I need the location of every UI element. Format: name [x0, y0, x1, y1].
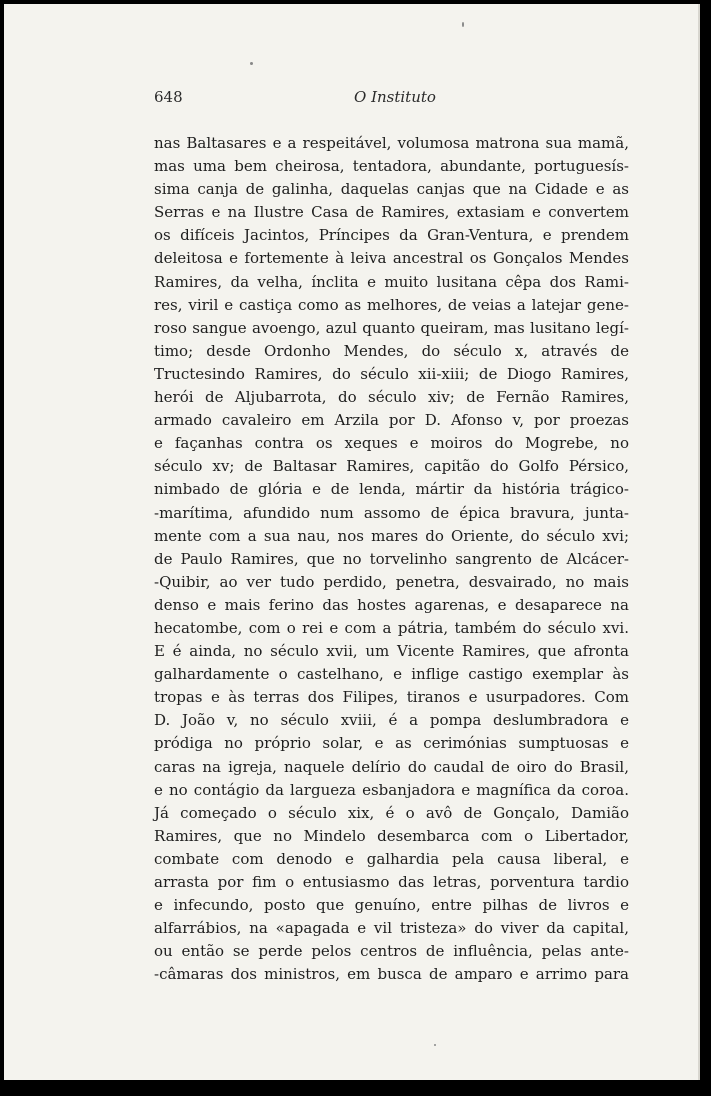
text-line: Ramires, que no Mindelo desembarca com o Libertador,	[154, 826, 629, 845]
text-line: os difíceis Jacintos, Príncipes da Gran-Ventura, e prendem	[154, 226, 629, 245]
page-header	[154, 88, 612, 110]
text-line: Ramires, da velha, ínclita e muito lusitana cêpa dos Rami-	[154, 272, 629, 291]
text-line: Tructesindo Ramires, do século xii-xiii; de Diogo Ramires,	[154, 364, 629, 383]
paper-speck	[434, 1044, 436, 1046]
text-line: e no contágio da largueza esbanjadora e magnífica da coroa.	[154, 780, 629, 799]
text-line: caras na igreja, naquele delírio do caudal de oiro do Brasil,	[154, 757, 629, 776]
paper-speck	[250, 62, 253, 65]
paper-speck	[462, 22, 464, 27]
text-line: tropas e às terras dos Filipes, tiranos e usurpadores. Com	[154, 688, 629, 707]
text-line: sima canja de galinha, daquelas canjas que na Cidade e as	[154, 180, 629, 199]
text-line: hecatombe, com o rei e com a pátria, também do século xvi.	[154, 618, 629, 637]
text-line: mas uma bem cheirosa, tentadora, abundante, portuguesís-	[154, 157, 629, 176]
text-line: -câmaras dos ministros, em busca de amparo e arrimo para	[154, 965, 629, 984]
text-line: de Paulo Ramires, que no torvelinho sangrento de Alcácer-	[154, 549, 629, 568]
text-line: roso sangue avoengo, azul quanto queiram, mas lusitano legí-	[154, 318, 629, 337]
text-line: D. João v, no século xviii, é a pompa deslumbradora e	[154, 711, 629, 730]
text-line: E é ainda, no século xvii, um Vicente Ramires, que afronta	[154, 642, 629, 661]
text-line: armado cavaleiro em Arzila por D. Afonso v, por proezas	[154, 411, 629, 430]
text-line: e infecundo, posto que genuíno, entre pilhas de livros e	[154, 896, 629, 915]
text-line: e façanhas contra os xeques e moiros do Mogrebe, no	[154, 434, 629, 453]
running-title: O Instituto	[354, 88, 436, 106]
text-line: século xv; de Baltasar Ramires, capitão do Golfo Pérsico,	[154, 457, 629, 476]
text-line: Já começado o século xix, é o avô de Gonçalo, Damião	[154, 803, 629, 822]
book-page	[4, 4, 700, 1080]
text-line: denso e mais ferino das hostes agarenas, e desaparece na	[154, 595, 629, 614]
text-line: galhardamente o castelhano, e inflige castigo exemplar às	[154, 665, 629, 684]
text-line: alfarrábios, na «apagada e vil tristeza» do viver da capital,	[154, 919, 629, 938]
text-line: arrasta por fim o entusiasmo das letras, porventura tardio	[154, 873, 629, 891]
text-line: ou então se perde pelos centros de influência, pelas ante-	[154, 942, 629, 961]
text-line: pródiga no próprio solar, e as cerimónias sumptuosas e	[154, 734, 629, 753]
text-line: -marítima, afundido num assomo de épica bravura, junta-	[154, 503, 629, 522]
text-line: nas Baltasares e a respeitável, volumosa matrona sua mamã,	[154, 134, 629, 152]
page-number: 648	[154, 88, 183, 106]
text-line: -Quibir, ao ver tudo perdido, penetra, desvairado, no mais	[154, 572, 629, 591]
text-line: timo; desde Ordonho Mendes, do século x, através de	[154, 341, 629, 360]
text-line: herói de Aljubarrota, do século xiv; de Fernão Ramires,	[154, 388, 629, 407]
text-line: deleitosa e fortemente à leiva ancestral os Gonçalos Mendes	[154, 249, 629, 268]
text-line: res, viril e castiça como as melhores, de veias a latejar gene-	[154, 295, 629, 314]
text-line: mente com a sua nau, nos mares do Oriente, do século xvi;	[154, 526, 629, 545]
body-text	[154, 132, 629, 986]
text-line: nimbado de glória e de lenda, mártir da história trágico-	[154, 480, 629, 499]
text-line: Serras e na Ilustre Casa de Ramires, extasiam e convertem	[154, 203, 629, 222]
text-line: combate com denodo e galhardia pela causa liberal, e	[154, 849, 629, 868]
